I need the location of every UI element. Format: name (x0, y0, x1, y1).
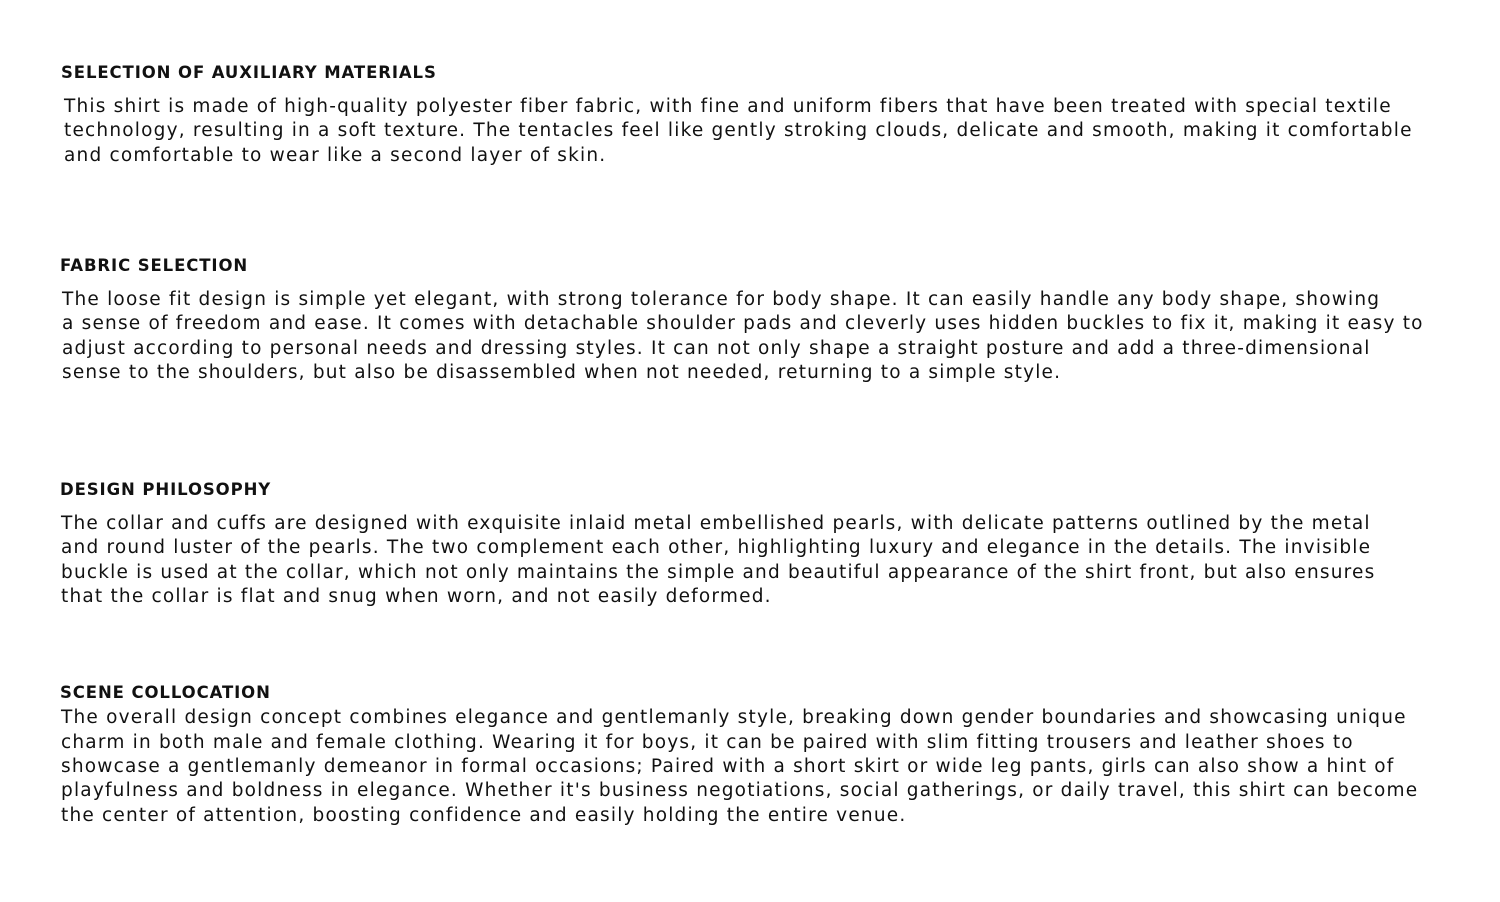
paragraph-line: technology, resulting in a soft texture. The tentacles feel like gently stroking clouds, delicate and smooth, making it comfortable (64, 120, 1413, 141)
paragraph-line: showcase a gentlemanly demeanor in formal occasions; Paired with a short skirt or wide leg pants, girls can also show a hint of (61, 756, 1395, 777)
section-heading: DESIGN PHILOSOPHY (60, 480, 272, 499)
paragraph-line: charm in both male and female clothing. Wearing it for boys, it can be paired with slim fitting trousers and leather shoes to (61, 732, 1354, 753)
paragraph-line: The collar and cuffs are designed with exquisite inlaid metal embellished pearls, with delicate patterns outlined by the metal (61, 513, 1371, 534)
paragraph-line: and round luster of the pearls. The two complement each other, highlighting luxury and elegance in the details. The invisible (61, 537, 1372, 558)
section-heading: SELECTION OF AUXILIARY MATERIALS (61, 63, 437, 82)
paragraph-line: This shirt is made of high-quality polyester fiber fabric, with fine and uniform fibers that have been treated with special textile (64, 96, 1392, 117)
paragraph-line: adjust according to personal needs and dressing styles. It can not only shape a straight posture and add a three-dimensional (62, 338, 1371, 359)
paragraph-line: playfulness and boldness in elegance. Whether it's business negotiations, social gatherings, or daily travel, this shirt can become (61, 780, 1419, 801)
paragraph-line: a sense of freedom and ease. It comes with detachable shoulder pads and cleverly uses hidden buckles to fix it, making it easy to (62, 313, 1424, 334)
section-heading: FABRIC SELECTION (60, 256, 249, 275)
paragraph-line: sense to the shoulders, but also be disassembled when not needed, returning to a simple style. (62, 362, 1062, 383)
section-heading: SCENE COLLOCATION (60, 683, 271, 702)
paragraph-line: The overall design concept combines elegance and gentlemanly style, breaking down gender boundaries and showcasing unique (61, 707, 1407, 728)
paragraph-line: The loose fit design is simple yet elegant, with strong tolerance for body shape. It can easily handle any body shape, showing (62, 289, 1381, 310)
paragraph-line: the center of attention, boosting confidence and easily holding the entire venue. (61, 805, 907, 826)
paragraph-line: buckle is used at the collar, which not only maintains the simple and beautiful appearance of the shirt front, but also ensures (61, 562, 1376, 583)
paragraph-line: that the collar is flat and snug when worn, and not easily deformed. (61, 586, 772, 607)
paragraph-line: and comfortable to wear like a second layer of skin. (64, 145, 607, 166)
